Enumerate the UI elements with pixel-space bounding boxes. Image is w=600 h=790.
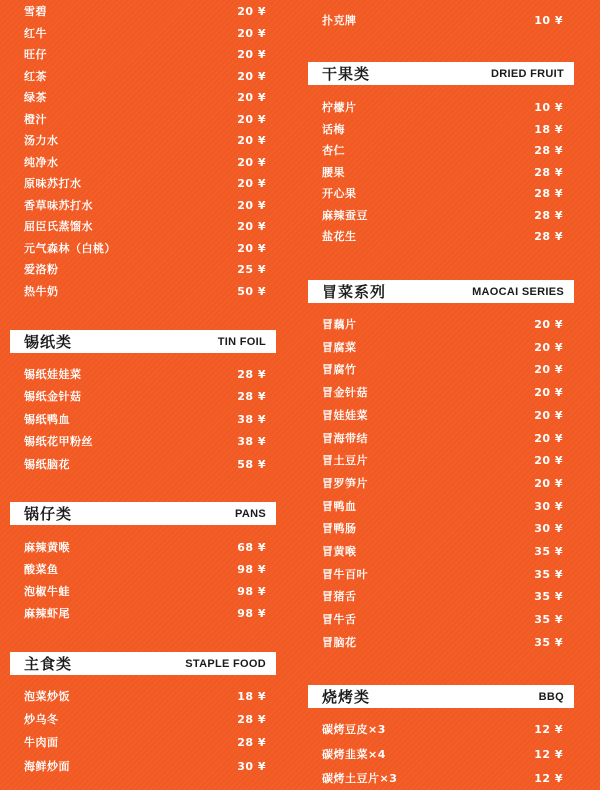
menu-item <box>322 744 563 764</box>
menu-item <box>322 609 563 629</box>
item-price: 20 ¥ <box>237 155 266 169</box>
item-price: 28 ¥ <box>237 367 266 381</box>
item-price: 20 ¥ <box>237 198 266 212</box>
item-name: 屈臣氏蒸馏水 <box>24 220 93 233</box>
item-price: 20 ¥ <box>237 26 266 40</box>
section-header-dried-fruit <box>308 62 574 85</box>
item-price: 35 ¥ <box>534 589 563 603</box>
item-price: 50 ¥ <box>237 284 266 298</box>
section-header-maocai <box>308 280 574 303</box>
section-title-zh: 主食类 <box>24 655 73 673</box>
item-name: 绿茶 <box>24 91 47 104</box>
left-column <box>24 0 266 790</box>
menu-item <box>322 226 563 246</box>
menu-item <box>322 119 563 139</box>
menu-item <box>24 87 266 107</box>
item-price: 18 ¥ <box>237 689 266 703</box>
item-price: 25 ¥ <box>237 262 266 276</box>
menu-item <box>322 10 563 30</box>
menu-item <box>322 97 563 117</box>
menu-item <box>24 581 266 601</box>
item-price: 20 ¥ <box>534 317 563 331</box>
item-name: 红茶 <box>24 70 47 83</box>
item-name: 冒牛百叶 <box>322 568 368 581</box>
menu-item <box>24 281 266 301</box>
menu-item <box>322 719 563 739</box>
menu-item <box>24 259 266 279</box>
item-name: 盐花生 <box>322 230 357 243</box>
item-name: 锡纸娃娃菜 <box>24 368 82 381</box>
menu-item <box>322 162 563 182</box>
item-name: 泡椒牛蛙 <box>24 585 70 598</box>
menu-item <box>322 183 563 203</box>
item-name: 冒猪舌 <box>322 590 357 603</box>
menu-item <box>24 559 266 579</box>
menu-item <box>24 23 266 43</box>
section-title-en: TIN FOIL <box>217 335 266 348</box>
menu-item <box>24 109 266 129</box>
item-name: 炒乌冬 <box>24 713 59 726</box>
menu-item <box>322 428 563 448</box>
menu-item <box>322 450 563 470</box>
item-price: 10 ¥ <box>534 13 563 27</box>
item-name: 冒鸭血 <box>322 500 357 513</box>
item-name: 爱洛粉 <box>24 263 59 276</box>
menu-item <box>322 337 563 357</box>
item-name: 锡纸花甲粉丝 <box>24 435 93 448</box>
item-name: 冒黄喉 <box>322 545 357 558</box>
menu-item <box>24 1 266 21</box>
section-title-zh: 烧烤类 <box>322 688 371 706</box>
item-name: 热牛奶 <box>24 285 59 298</box>
item-price: 20 ¥ <box>237 219 266 233</box>
item-price: 35 ¥ <box>534 567 563 581</box>
menu-item <box>322 140 563 160</box>
item-name: 扑克牌 <box>322 14 357 27</box>
menu-item <box>24 431 266 451</box>
item-name: 牛肉面 <box>24 736 59 749</box>
item-price: 10 ¥ <box>534 100 563 114</box>
item-name: 话梅 <box>322 123 345 136</box>
item-name: 锡纸脑花 <box>24 458 70 471</box>
item-name: 泡菜炒饭 <box>24 690 70 703</box>
item-price: 98 ¥ <box>237 584 266 598</box>
item-price: 28 ¥ <box>534 208 563 222</box>
item-name: 红牛 <box>24 27 47 40</box>
item-price: 30 ¥ <box>237 759 266 773</box>
item-name: 冒海带结 <box>322 432 368 445</box>
section-title-en: STAPLE FOOD <box>185 657 266 670</box>
item-name: 香草味苏打水 <box>24 199 93 212</box>
section-title-zh: 锅仔类 <box>24 505 73 523</box>
section-title-en: MAOCAI SERIES <box>472 285 564 298</box>
menu-item <box>322 405 563 425</box>
item-name: 冒土豆片 <box>322 454 368 467</box>
item-name: 元气森林（白桃） <box>24 242 116 255</box>
item-price: 35 ¥ <box>534 612 563 626</box>
menu-item <box>24 238 266 258</box>
item-price: 20 ¥ <box>534 385 563 399</box>
item-price: 38 ¥ <box>237 412 266 426</box>
item-price: 20 ¥ <box>534 476 563 490</box>
item-name: 开心果 <box>322 187 357 200</box>
section-title-en: DRIED FRUIT <box>491 67 564 80</box>
item-name: 杏仁 <box>322 144 345 157</box>
item-price: 98 ¥ <box>237 562 266 576</box>
item-price: 20 ¥ <box>237 90 266 104</box>
item-price: 20 ¥ <box>534 431 563 445</box>
menu-item <box>24 756 266 776</box>
item-price: 38 ¥ <box>237 434 266 448</box>
item-price: 28 ¥ <box>237 712 266 726</box>
item-name: 麻辣蚕豆 <box>322 209 368 222</box>
item-name: 冒金针菇 <box>322 386 368 399</box>
menu-item <box>322 541 563 561</box>
item-price: 58 ¥ <box>237 457 266 471</box>
menu-item <box>24 686 266 706</box>
menu-item <box>24 386 266 406</box>
menu-item <box>24 537 266 557</box>
menu-item <box>24 409 266 429</box>
menu-item <box>322 473 563 493</box>
item-price: 12 ¥ <box>534 722 563 736</box>
section-title-en: PANS <box>235 507 266 520</box>
item-name: 冒腐菜 <box>322 341 357 354</box>
item-name: 汤力水 <box>24 134 59 147</box>
item-price: 98 ¥ <box>237 606 266 620</box>
section-header-tin-foil <box>10 330 276 353</box>
item-name: 碳烤韭菜×4 <box>322 748 386 761</box>
menu-item <box>322 632 563 652</box>
item-name: 锡纸鸭血 <box>24 413 70 426</box>
item-name: 锡纸金针菇 <box>24 390 82 403</box>
menu-item <box>322 496 563 516</box>
item-name: 冒牛舌 <box>322 613 357 626</box>
item-name: 冒腐竹 <box>322 363 357 376</box>
item-price: 12 ¥ <box>534 747 563 761</box>
item-price: 28 ¥ <box>534 186 563 200</box>
menu-item <box>24 44 266 64</box>
menu-item <box>24 66 266 86</box>
menu-item <box>322 518 563 538</box>
menu-item <box>24 603 266 623</box>
menu-item <box>24 709 266 729</box>
item-price: 20 ¥ <box>237 4 266 18</box>
menu-item <box>322 564 563 584</box>
item-price: 20 ¥ <box>237 176 266 190</box>
item-price: 28 ¥ <box>237 735 266 749</box>
item-name: 麻辣虾尾 <box>24 607 70 620</box>
item-price: 20 ¥ <box>534 362 563 376</box>
item-price: 20 ¥ <box>237 69 266 83</box>
menu-item <box>322 586 563 606</box>
menu-item <box>24 152 266 172</box>
section-title-zh: 干果类 <box>322 65 371 83</box>
section-title-zh: 锡纸类 <box>24 333 73 351</box>
item-price: 30 ¥ <box>534 499 563 513</box>
item-price: 28 ¥ <box>534 229 563 243</box>
item-price: 12 ¥ <box>534 771 563 785</box>
item-price: 28 ¥ <box>534 165 563 179</box>
item-name: 柠檬片 <box>322 101 357 114</box>
item-price: 20 ¥ <box>534 340 563 354</box>
item-name: 原味苏打水 <box>24 177 82 190</box>
menu-item <box>24 195 266 215</box>
item-price: 35 ¥ <box>534 544 563 558</box>
menu-item <box>24 173 266 193</box>
item-price: 28 ¥ <box>534 143 563 157</box>
item-price: 20 ¥ <box>237 133 266 147</box>
item-name: 旺仔 <box>24 48 47 61</box>
item-name: 海鲜炒面 <box>24 760 70 773</box>
menu-item <box>24 130 266 150</box>
item-price: 18 ¥ <box>534 122 563 136</box>
item-price: 68 ¥ <box>237 540 266 554</box>
item-name: 雪碧 <box>24 5 47 18</box>
item-price: 35 ¥ <box>534 635 563 649</box>
section-title-en: BBQ <box>538 690 564 703</box>
menu-item <box>322 205 563 225</box>
item-name: 冒脑花 <box>322 636 357 649</box>
item-price: 20 ¥ <box>237 112 266 126</box>
item-price: 20 ¥ <box>534 408 563 422</box>
menu-item <box>24 216 266 236</box>
section-header-bbq <box>308 685 574 708</box>
menu-item <box>322 382 563 402</box>
section-header-staple-food <box>10 652 276 675</box>
item-price: 30 ¥ <box>534 521 563 535</box>
menu-item <box>322 768 563 788</box>
menu-item <box>322 359 563 379</box>
item-name: 碳烤土豆片×3 <box>322 772 398 785</box>
item-price: 20 ¥ <box>237 47 266 61</box>
menu-item <box>24 732 266 752</box>
item-name: 碳烤豆皮×3 <box>322 723 386 736</box>
item-name: 冒娃娃菜 <box>322 409 368 422</box>
item-name: 橙汁 <box>24 113 47 126</box>
menu-item <box>24 454 266 474</box>
item-name: 冒鸭肠 <box>322 522 357 535</box>
item-price: 28 ¥ <box>237 389 266 403</box>
item-price: 20 ¥ <box>237 241 266 255</box>
item-name: 腰果 <box>322 166 345 179</box>
menu-item <box>322 314 563 334</box>
item-name: 纯净水 <box>24 156 59 169</box>
item-name: 酸菜鱼 <box>24 563 59 576</box>
item-price: 20 ¥ <box>534 453 563 467</box>
right-column <box>322 0 563 790</box>
menu-item <box>24 364 266 384</box>
item-name: 冒罗笋片 <box>322 477 368 490</box>
section-header-pans <box>10 502 276 525</box>
item-name: 冒藕片 <box>322 318 357 331</box>
section-title-zh: 冒菜系列 <box>322 283 387 301</box>
item-name: 麻辣黄喉 <box>24 541 70 554</box>
